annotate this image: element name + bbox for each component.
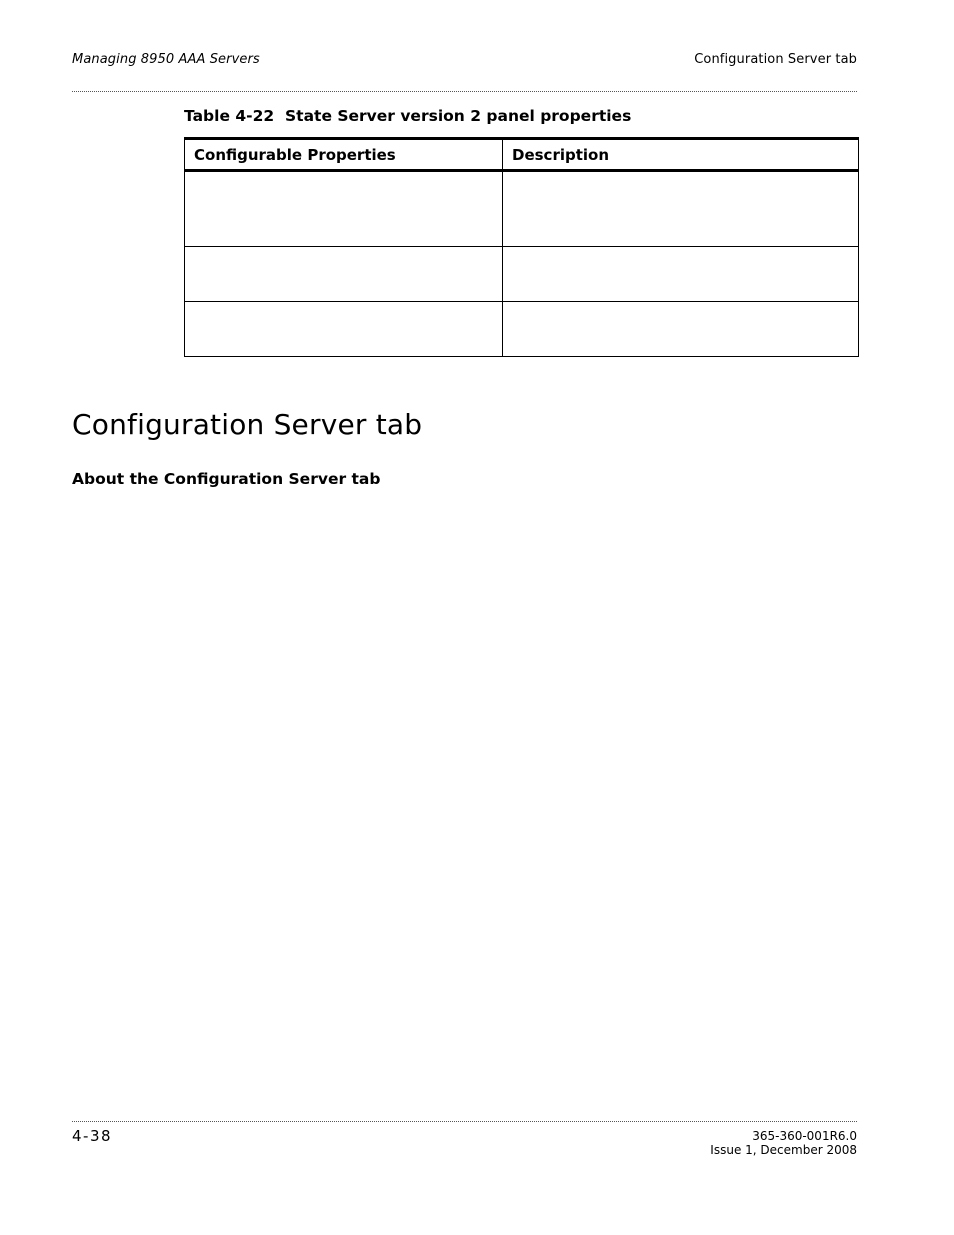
table-header-row — [185, 139, 859, 171]
table-cell-property — [185, 171, 503, 247]
document-id-block — [710, 1129, 857, 1157]
table-row — [185, 302, 859, 357]
section-title: Configuration Server tab — [72, 408, 423, 441]
table-cell-description — [503, 302, 859, 357]
column-header-configurable-properties: Configurable Properties — [185, 139, 503, 171]
subsection-title: About the Configuration Server tab — [72, 470, 381, 488]
document-id: 365-360-001R6.0 — [752, 1129, 857, 1143]
properties-table — [184, 137, 859, 357]
table-caption — [184, 107, 631, 125]
table-number: Table 4-22 — [184, 107, 275, 125]
page-number: 4-38 — [72, 1127, 113, 1145]
table-cell-property — [185, 302, 503, 357]
table-cell-property — [185, 247, 503, 302]
column-header-description: Description — [503, 139, 859, 171]
table-cell-description — [503, 247, 859, 302]
running-header-left: Managing 8950 AAA Servers — [72, 52, 260, 67]
table-row — [185, 247, 859, 302]
footer-rule — [72, 1121, 857, 1122]
issue-date: Issue 1, December 2008 — [710, 1143, 857, 1157]
table-title: State Server version 2 panel properties — [285, 107, 632, 125]
running-header-right: Configuration Server tab — [694, 52, 857, 67]
table-row — [185, 171, 859, 247]
table-cell-description — [503, 171, 859, 247]
header-rule — [72, 91, 857, 92]
